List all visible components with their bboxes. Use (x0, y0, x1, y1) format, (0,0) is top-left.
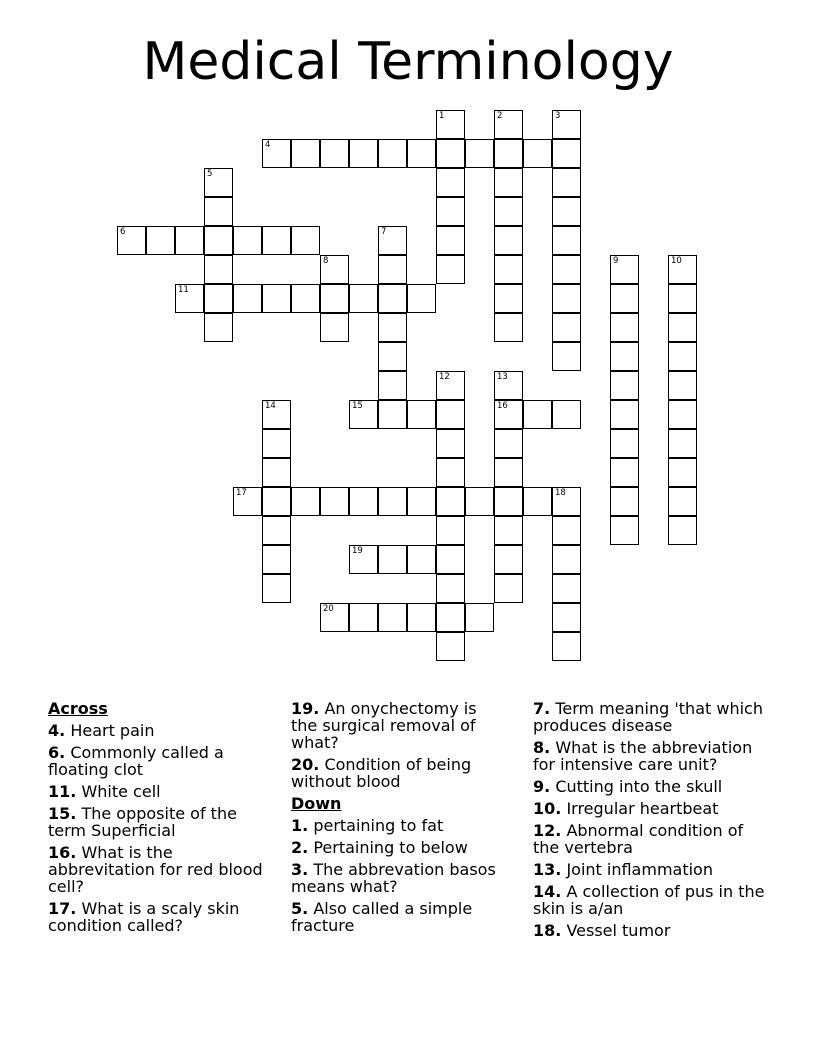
grid-cell[interactable] (552, 110, 581, 139)
grid-cell[interactable] (465, 487, 494, 516)
grid-cell[interactable] (494, 313, 523, 342)
grid-cell[interactable] (436, 197, 465, 226)
cell-number: 16 (497, 401, 508, 411)
clue-text: Vessel tumor (566, 921, 671, 940)
grid-cell[interactable] (436, 429, 465, 458)
clue-text: White cell (81, 782, 161, 801)
clue-item (291, 700, 506, 751)
clue-number: 11. (48, 782, 77, 801)
grid-cell[interactable] (349, 487, 378, 516)
grid-cell[interactable] (262, 516, 291, 545)
clue-number: 1. (291, 816, 309, 835)
grid-cell[interactable] (378, 139, 407, 168)
grid-cell[interactable] (494, 284, 523, 313)
grid-cell[interactable] (262, 429, 291, 458)
grid-cell[interactable] (233, 284, 262, 313)
grid-cell[interactable] (436, 487, 465, 516)
grid-cell[interactable] (436, 139, 465, 168)
grid-cell[interactable] (436, 168, 465, 197)
clue-number: 15. (48, 804, 77, 823)
grid-cell[interactable] (262, 545, 291, 574)
clue-item (48, 805, 278, 839)
grid-cell[interactable] (436, 371, 465, 400)
grid-cell[interactable] (610, 516, 639, 545)
clue-item (48, 900, 278, 934)
grid-cell[interactable] (436, 255, 465, 284)
clue-number: 12. (533, 821, 562, 840)
grid-cell[interactable] (610, 429, 639, 458)
grid-cell[interactable] (610, 487, 639, 516)
grid-cell[interactable] (349, 603, 378, 632)
cell-number: 5 (207, 169, 213, 179)
grid-cell[interactable] (668, 458, 697, 487)
cell-number: 13 (497, 372, 508, 382)
grid-cell[interactable] (668, 342, 697, 371)
grid-cell[interactable] (407, 400, 436, 429)
grid-cell[interactable] (552, 313, 581, 342)
clue-number: 20. (291, 755, 320, 774)
clue-number: 8. (533, 738, 551, 757)
grid-cell[interactable] (552, 632, 581, 661)
clue-number: 3. (291, 860, 309, 879)
grid-cell[interactable] (436, 458, 465, 487)
grid-cell[interactable] (262, 574, 291, 603)
grid-cell[interactable] (378, 284, 407, 313)
grid-cell[interactable] (349, 400, 378, 429)
cell-number: 15 (352, 401, 363, 411)
grid-cell[interactable] (378, 487, 407, 516)
cell-number: 19 (352, 546, 363, 556)
clue-text: An onychectomy is the surgical removal of what? (291, 699, 477, 752)
grid-cell[interactable] (378, 545, 407, 574)
clue-number: 2. (291, 838, 309, 857)
grid-cell[interactable] (291, 487, 320, 516)
grid-cell[interactable] (494, 400, 523, 429)
clue-item (291, 900, 506, 934)
grid-cell[interactable] (378, 313, 407, 342)
grid-cell[interactable] (494, 429, 523, 458)
grid-cell[interactable] (552, 342, 581, 371)
grid-cell[interactable] (668, 284, 697, 313)
clue-text: Irregular heartbeat (566, 799, 719, 818)
grid-cell[interactable] (552, 545, 581, 574)
grid-cell[interactable] (436, 516, 465, 545)
grid-cell[interactable] (117, 226, 146, 255)
clue-item (291, 817, 506, 834)
grid-cell[interactable] (407, 139, 436, 168)
clue-text: The abbrevation basos means what? (291, 860, 496, 896)
clue-number: 13. (533, 860, 562, 879)
grid-cell[interactable] (494, 545, 523, 574)
clue-text: Heart pain (70, 721, 155, 740)
clue-text: The opposite of the term Superficial (48, 804, 237, 840)
cell-number: 8 (323, 256, 329, 266)
clue-item (291, 839, 506, 856)
grid-cell[interactable] (610, 458, 639, 487)
grid-cell[interactable] (436, 632, 465, 661)
grid-cell[interactable] (552, 574, 581, 603)
clue-item (533, 700, 773, 734)
clue-item (533, 778, 773, 795)
grid-cell[interactable] (291, 226, 320, 255)
grid-cell[interactable] (494, 487, 523, 516)
grid-cell[interactable] (204, 226, 233, 255)
clue-text: What is the abbrevitation for red blood cell? (48, 843, 263, 896)
clue-number: 17. (48, 899, 77, 918)
grid-cell[interactable] (320, 284, 349, 313)
grid-cell[interactable] (204, 255, 233, 284)
cell-number: 11 (178, 285, 189, 295)
grid-cell[interactable] (320, 255, 349, 284)
grid-cell[interactable] (233, 487, 262, 516)
cell-number: 3 (555, 111, 561, 121)
cell-number: 14 (265, 401, 276, 411)
clue-item (533, 739, 773, 773)
grid-cell[interactable] (552, 226, 581, 255)
grid-cell[interactable] (668, 516, 697, 545)
clue-item (533, 800, 773, 817)
grid-cell[interactable] (494, 197, 523, 226)
grid-cell[interactable] (494, 458, 523, 487)
grid-cell[interactable] (494, 139, 523, 168)
grid-cell[interactable] (523, 487, 552, 516)
grid-cell[interactable] (552, 603, 581, 632)
grid-cell[interactable] (668, 487, 697, 516)
grid-cell[interactable] (494, 110, 523, 139)
grid-cell[interactable] (291, 139, 320, 168)
grid-cell[interactable] (552, 284, 581, 313)
grid-cell[interactable] (407, 284, 436, 313)
grid-cell[interactable] (552, 487, 581, 516)
grid-cell[interactable] (552, 516, 581, 545)
cell-number: 7 (381, 227, 387, 237)
clue-number: 9. (533, 777, 551, 796)
clue-number: 5. (291, 899, 309, 918)
grid-cell[interactable] (668, 371, 697, 400)
grid-cell[interactable] (378, 603, 407, 632)
grid-cell[interactable] (407, 545, 436, 574)
clue-text: Also called a simple fracture (291, 899, 473, 935)
cell-number: 20 (323, 604, 334, 614)
clue-number: 6. (48, 743, 66, 762)
grid-cell[interactable] (668, 429, 697, 458)
clue-item (48, 783, 278, 800)
clue-number: 14. (533, 882, 562, 901)
clue-item (533, 922, 773, 939)
clue-item (48, 844, 278, 895)
grid-cell[interactable] (262, 284, 291, 313)
across-heading: Across (48, 699, 108, 718)
grid-cell[interactable] (407, 603, 436, 632)
grid-cell[interactable] (610, 342, 639, 371)
grid-cell[interactable] (262, 400, 291, 429)
clue-text: Condition of being without blood (291, 755, 472, 791)
grid-cell[interactable] (378, 255, 407, 284)
clue-number: 16. (48, 843, 77, 862)
grid-cell[interactable] (378, 371, 407, 400)
cell-number: 6 (120, 227, 126, 237)
grid-cell[interactable] (523, 400, 552, 429)
grid-cell[interactable] (436, 603, 465, 632)
grid-cell[interactable] (436, 545, 465, 574)
grid-cell[interactable] (378, 400, 407, 429)
clue-text: What is a scaly skin condition called? (48, 899, 240, 935)
clue-text: pertaining to fat (313, 816, 444, 835)
grid-cell[interactable] (262, 226, 291, 255)
cell-number: 18 (555, 488, 566, 498)
clue-text: Cutting into the skull (555, 777, 723, 796)
cell-number: 12 (439, 372, 450, 382)
grid-cell[interactable] (465, 603, 494, 632)
grid-cell[interactable] (610, 284, 639, 313)
clue-item (533, 861, 773, 878)
grid-cell[interactable] (436, 400, 465, 429)
cell-number: 2 (497, 111, 503, 121)
cell-number: 10 (671, 256, 682, 266)
clue-text: Term meaning 'that which produces disease (533, 699, 763, 735)
grid-cell[interactable] (523, 139, 552, 168)
grid-cell[interactable] (378, 226, 407, 255)
page-title: Medical Terminology (142, 32, 674, 92)
clue-item (291, 861, 506, 895)
grid-cell[interactable] (494, 226, 523, 255)
down-heading: Down (291, 794, 342, 813)
grid-cell[interactable] (233, 226, 262, 255)
grid-cell[interactable] (494, 574, 523, 603)
grid-cell[interactable] (436, 110, 465, 139)
clue-text: A collection of pus in the skin is a/an (533, 882, 765, 918)
grid-cell[interactable] (204, 168, 233, 197)
clue-item (48, 744, 278, 778)
clue-item (533, 883, 773, 917)
grid-cell[interactable] (436, 226, 465, 255)
cell-number: 9 (613, 256, 619, 266)
grid-cell[interactable] (349, 545, 378, 574)
grid-cell[interactable] (262, 139, 291, 168)
grid-cell[interactable] (610, 400, 639, 429)
grid-cell[interactable] (175, 226, 204, 255)
clue-item (48, 722, 278, 739)
clue-number: 19. (291, 699, 320, 718)
grid-cell[interactable] (349, 284, 378, 313)
grid-cell[interactable] (320, 313, 349, 342)
grid-cell[interactable] (320, 139, 349, 168)
grid-cell[interactable] (262, 487, 291, 516)
grid-cell[interactable] (552, 255, 581, 284)
clue-number: 18. (533, 921, 562, 940)
grid-cell[interactable] (610, 313, 639, 342)
clue-text: Commonly called a floating clot (48, 743, 224, 779)
grid-cell[interactable] (146, 226, 175, 255)
clue-number: 4. (48, 721, 66, 740)
grid-cell[interactable] (204, 313, 233, 342)
grid-cell[interactable] (291, 284, 320, 313)
grid-cell[interactable] (668, 255, 697, 284)
grid-cell[interactable] (610, 255, 639, 284)
grid-cell[interactable] (668, 400, 697, 429)
clue-item (291, 756, 506, 790)
clue-column-3 (533, 700, 773, 944)
grid-cell[interactable] (204, 284, 233, 313)
clue-text: Pertaining to below (313, 838, 468, 857)
grid-cell[interactable] (436, 574, 465, 603)
grid-cell[interactable] (320, 487, 349, 516)
cell-number: 17 (236, 488, 247, 498)
clue-column-1 (48, 700, 278, 939)
clue-item (533, 822, 773, 856)
clue-text: Joint inflammation (566, 860, 713, 879)
grid-cell[interactable] (494, 371, 523, 400)
grid-cell[interactable] (494, 168, 523, 197)
grid-cell[interactable] (610, 371, 639, 400)
grid-cell[interactable] (320, 603, 349, 632)
grid-cell[interactable] (378, 342, 407, 371)
cell-number: 4 (265, 140, 271, 150)
grid-cell[interactable] (552, 400, 581, 429)
grid-cell[interactable] (349, 139, 378, 168)
grid-cell[interactable] (204, 197, 233, 226)
grid-cell[interactable] (552, 139, 581, 168)
grid-cell[interactable] (668, 313, 697, 342)
clue-text: What is the abbreviation for intensive care unit? (533, 738, 753, 774)
grid-cell[interactable] (552, 168, 581, 197)
clue-column-2 (291, 700, 506, 939)
grid-cell[interactable] (494, 255, 523, 284)
grid-cell[interactable] (494, 516, 523, 545)
clue-number: 7. (533, 699, 551, 718)
grid-cell[interactable] (465, 139, 494, 168)
grid-cell[interactable] (552, 197, 581, 226)
grid-cell[interactable] (407, 487, 436, 516)
clue-text: Abnormal condition of the vertebra (533, 821, 744, 857)
grid-cell[interactable] (175, 284, 204, 313)
grid-cell[interactable] (262, 458, 291, 487)
clue-number: 10. (533, 799, 562, 818)
cell-number: 1 (439, 111, 445, 121)
